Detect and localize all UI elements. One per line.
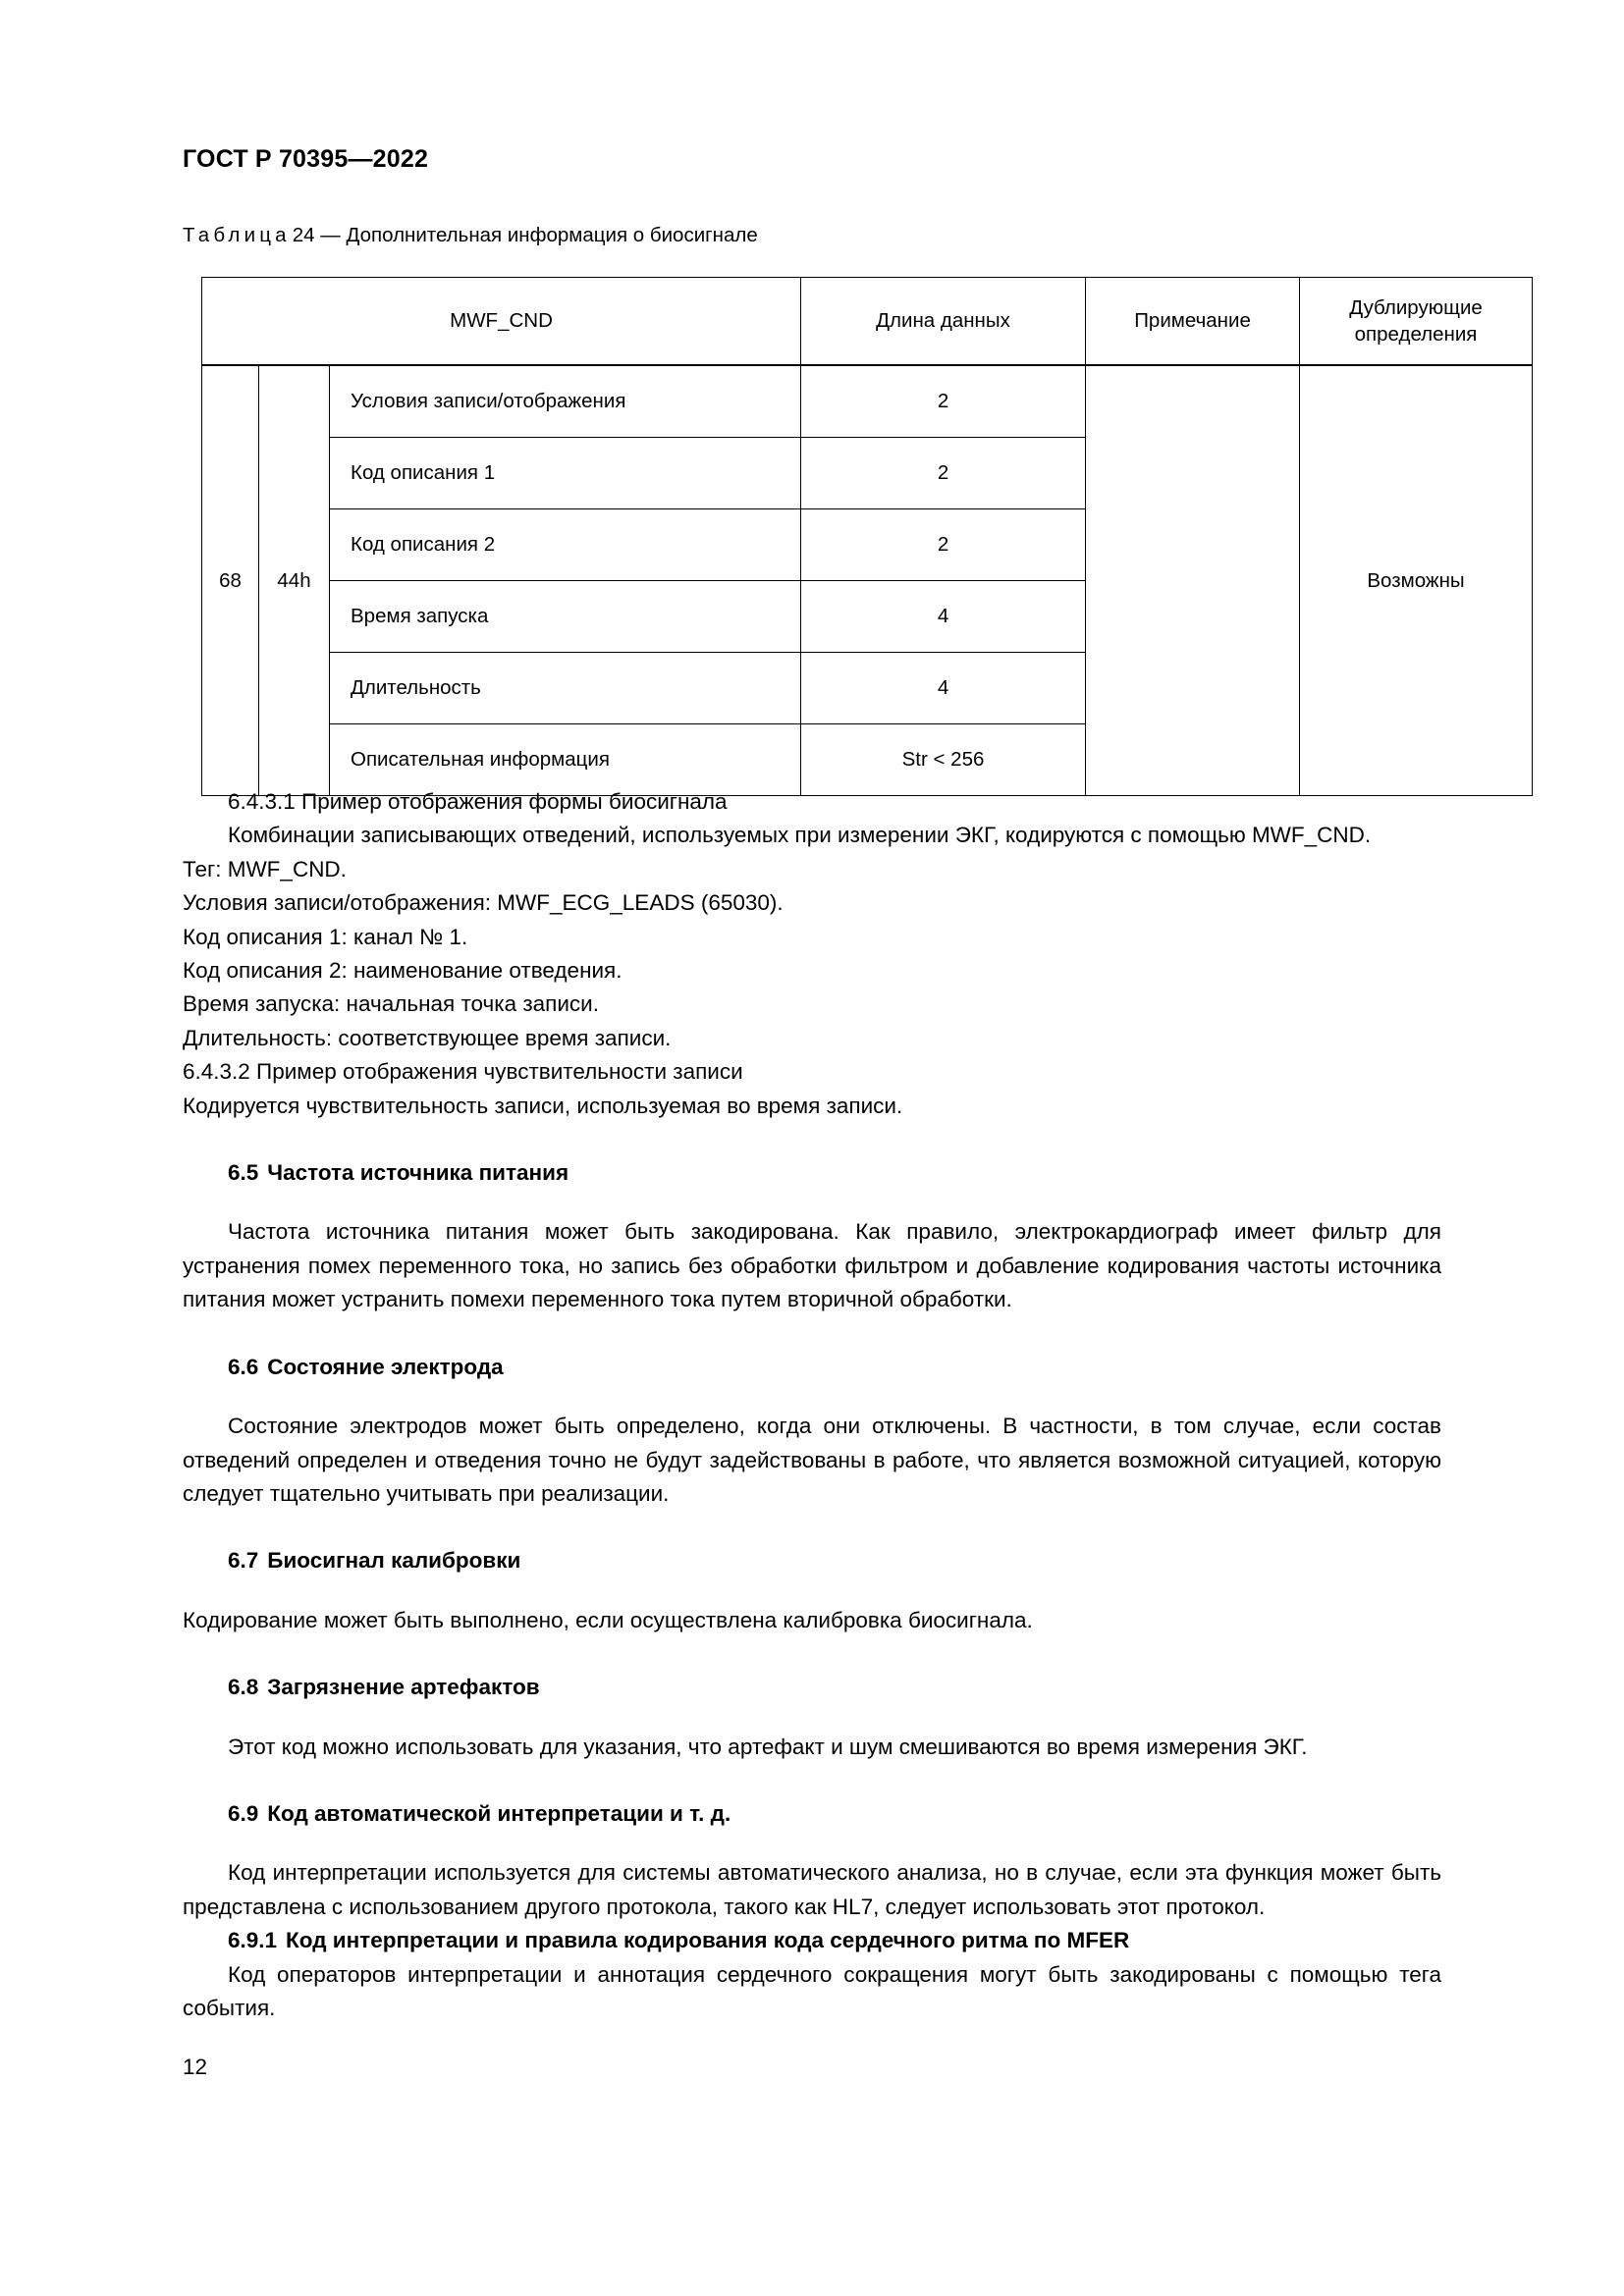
table-header-mwf-cnd: MWF_CND xyxy=(202,278,801,366)
table-header-note: Примечание xyxy=(1086,278,1300,366)
cell-field-label: Условия записи/отображения xyxy=(330,365,801,438)
table-header-duplicate-definitions xyxy=(1300,278,1533,366)
section-6-6-paragraph: Состояние электродов может быть определено, когда они отключены. В частности, в том случае, если состав отведений определен и отведения точно не будут задействованы в работе, что является возможной ситуацией, которую следует тщательно учитывать при реализации. xyxy=(183,1414,1441,1506)
spacer xyxy=(183,1764,1441,1797)
detail-line-tag: Тег: MWF_CND. xyxy=(183,856,347,881)
spacer xyxy=(183,1705,1441,1731)
spacer xyxy=(183,1384,1441,1410)
table-row xyxy=(202,365,1533,438)
biosignal-info-table xyxy=(201,277,1533,796)
section-6-7-paragraph: Кодирование может быть выполнено, если осуществлена калибровка биосигнала. xyxy=(183,1607,1033,1632)
section-6-7-heading xyxy=(183,1544,1441,1577)
section-6-9-1-paragraph: Код операторов интерпретации и аннотация сердечного сокращения могут быть закодированы с помощью тега события. xyxy=(183,1961,1441,2020)
section-6-8-paragraph: Этот код можно использовать для указания, что артефакт и шум смешиваются во время измерения ЭКГ. xyxy=(228,1734,1308,1759)
running-header: ГОСТ Р 70395—2022 xyxy=(183,145,429,173)
table-caption-dash: — xyxy=(320,224,341,246)
subsection-6-4-3-1-paragraph: Комбинации записывающих отведений, используемых при измерении ЭКГ, кодируются с помощью MWF_CND. xyxy=(228,823,1372,848)
cell-field-label: Описательная информация xyxy=(330,724,801,796)
spacer xyxy=(183,1831,1441,1856)
cell-code-decimal: 68 xyxy=(202,365,259,796)
section-6-9-1-heading xyxy=(183,1924,1441,1957)
section-6-8-title: Загрязнение артефактов xyxy=(267,1675,540,1700)
section-6-6-title: Состояние электрода xyxy=(267,1354,504,1379)
section-6-8-number: 6.8 xyxy=(228,1675,259,1700)
cell-note xyxy=(1086,365,1300,796)
detail-line-description-code-1: Код описания 1: канал № 1. xyxy=(183,924,468,949)
section-6-6-number: 6.6 xyxy=(228,1354,259,1379)
cell-data-length: 4 xyxy=(801,653,1086,724)
section-6-9-1-number: 6.9.1 xyxy=(228,1928,278,1953)
spacer xyxy=(183,1637,1441,1671)
section-6-9-number: 6.9 xyxy=(228,1800,259,1826)
subsection-6-4-3-2-paragraph: Кодируется чувствительность записи, используемая во время записи. xyxy=(183,1093,903,1118)
cell-data-length: 2 xyxy=(801,365,1086,438)
section-6-5-paragraph: Частота источника питания может быть закодирована. Как правило, электрокардиограф имеет фильтр для устранения помех переменного тока, но запись без обработки фильтром и добавление кодирования частоты источника питания может устранить помехи переменного тока путем вторичной обработки. xyxy=(183,1219,1441,1312)
section-6-6-heading xyxy=(183,1351,1441,1384)
section-6-9-title: Код автоматической интерпретации и т. д. xyxy=(267,1800,731,1826)
cell-field-label: Время запуска xyxy=(330,581,801,653)
detail-line-duration: Длительность: соответствующее время записи. xyxy=(183,1025,672,1050)
cell-field-label: Код описания 1 xyxy=(330,438,801,509)
cell-field-label: Длительность xyxy=(330,653,801,724)
cell-data-length: 2 xyxy=(801,438,1086,509)
table-header-data-length: Длина данных xyxy=(801,278,1086,366)
detail-line-start-time: Время запуска: начальная точка записи. xyxy=(183,991,600,1017)
table-caption-word: Таблица xyxy=(183,224,291,246)
dup-header-line-1: Дублирующие xyxy=(1349,295,1483,319)
dup-header-line-2: определения xyxy=(1354,323,1478,346)
table-header-row xyxy=(202,278,1533,366)
table-caption-number: 24 xyxy=(292,224,315,246)
table-caption xyxy=(183,224,758,247)
cell-code-hex: 44h xyxy=(259,365,330,796)
spacer xyxy=(183,1511,1441,1544)
detail-line-record-conditions: Условия записи/отображения: MWF_ECG_LEADS (65030). xyxy=(183,890,784,916)
table-container xyxy=(201,277,1532,796)
page-number: 12 xyxy=(183,2055,208,2079)
cell-data-length: 2 xyxy=(801,509,1086,581)
spacer xyxy=(183,1190,1441,1215)
cell-data-length: 4 xyxy=(801,581,1086,653)
cell-data-length: Str < 256 xyxy=(801,724,1086,796)
subsection-6-4-3-2-heading: 6.4.3.2 Пример отображения чувствительности записи xyxy=(183,1059,743,1085)
detail-line-description-code-2: Код описания 2: наименование отведения. xyxy=(183,958,623,984)
body-content xyxy=(183,785,1441,2025)
subsection-6-4-3-1-heading: 6.4.3.1 Пример отображения формы биосигнала xyxy=(228,789,728,814)
section-6-9-paragraph: Код интерпретации используется для системы автоматического анализа, но в случае, если эта функция может быть представлена с использованием другого протокола, такого как HL7, следует использовать этот протокол. xyxy=(183,1860,1441,1919)
spacer xyxy=(183,1578,1441,1604)
section-6-9-1-title: Код интерпретации и правила кодирования кода сердечного ритма по MFER xyxy=(286,1928,1130,1953)
cell-field-label: Код описания 2 xyxy=(330,509,801,581)
section-6-7-title: Биосигнал калибровки xyxy=(267,1548,521,1574)
section-6-5-number: 6.5 xyxy=(228,1160,259,1186)
section-6-5-title: Частота источника питания xyxy=(267,1160,569,1186)
table-caption-title: Дополнительная информация о биосигнале xyxy=(346,224,758,246)
cell-duplicate-definitions: Возможны xyxy=(1300,365,1533,796)
spacer xyxy=(183,1123,1441,1156)
spacer xyxy=(183,1317,1441,1351)
section-6-7-number: 6.7 xyxy=(228,1548,259,1574)
section-6-5-heading xyxy=(183,1156,1441,1190)
section-6-9-heading xyxy=(183,1797,1441,1831)
section-6-8-heading xyxy=(183,1671,1441,1704)
